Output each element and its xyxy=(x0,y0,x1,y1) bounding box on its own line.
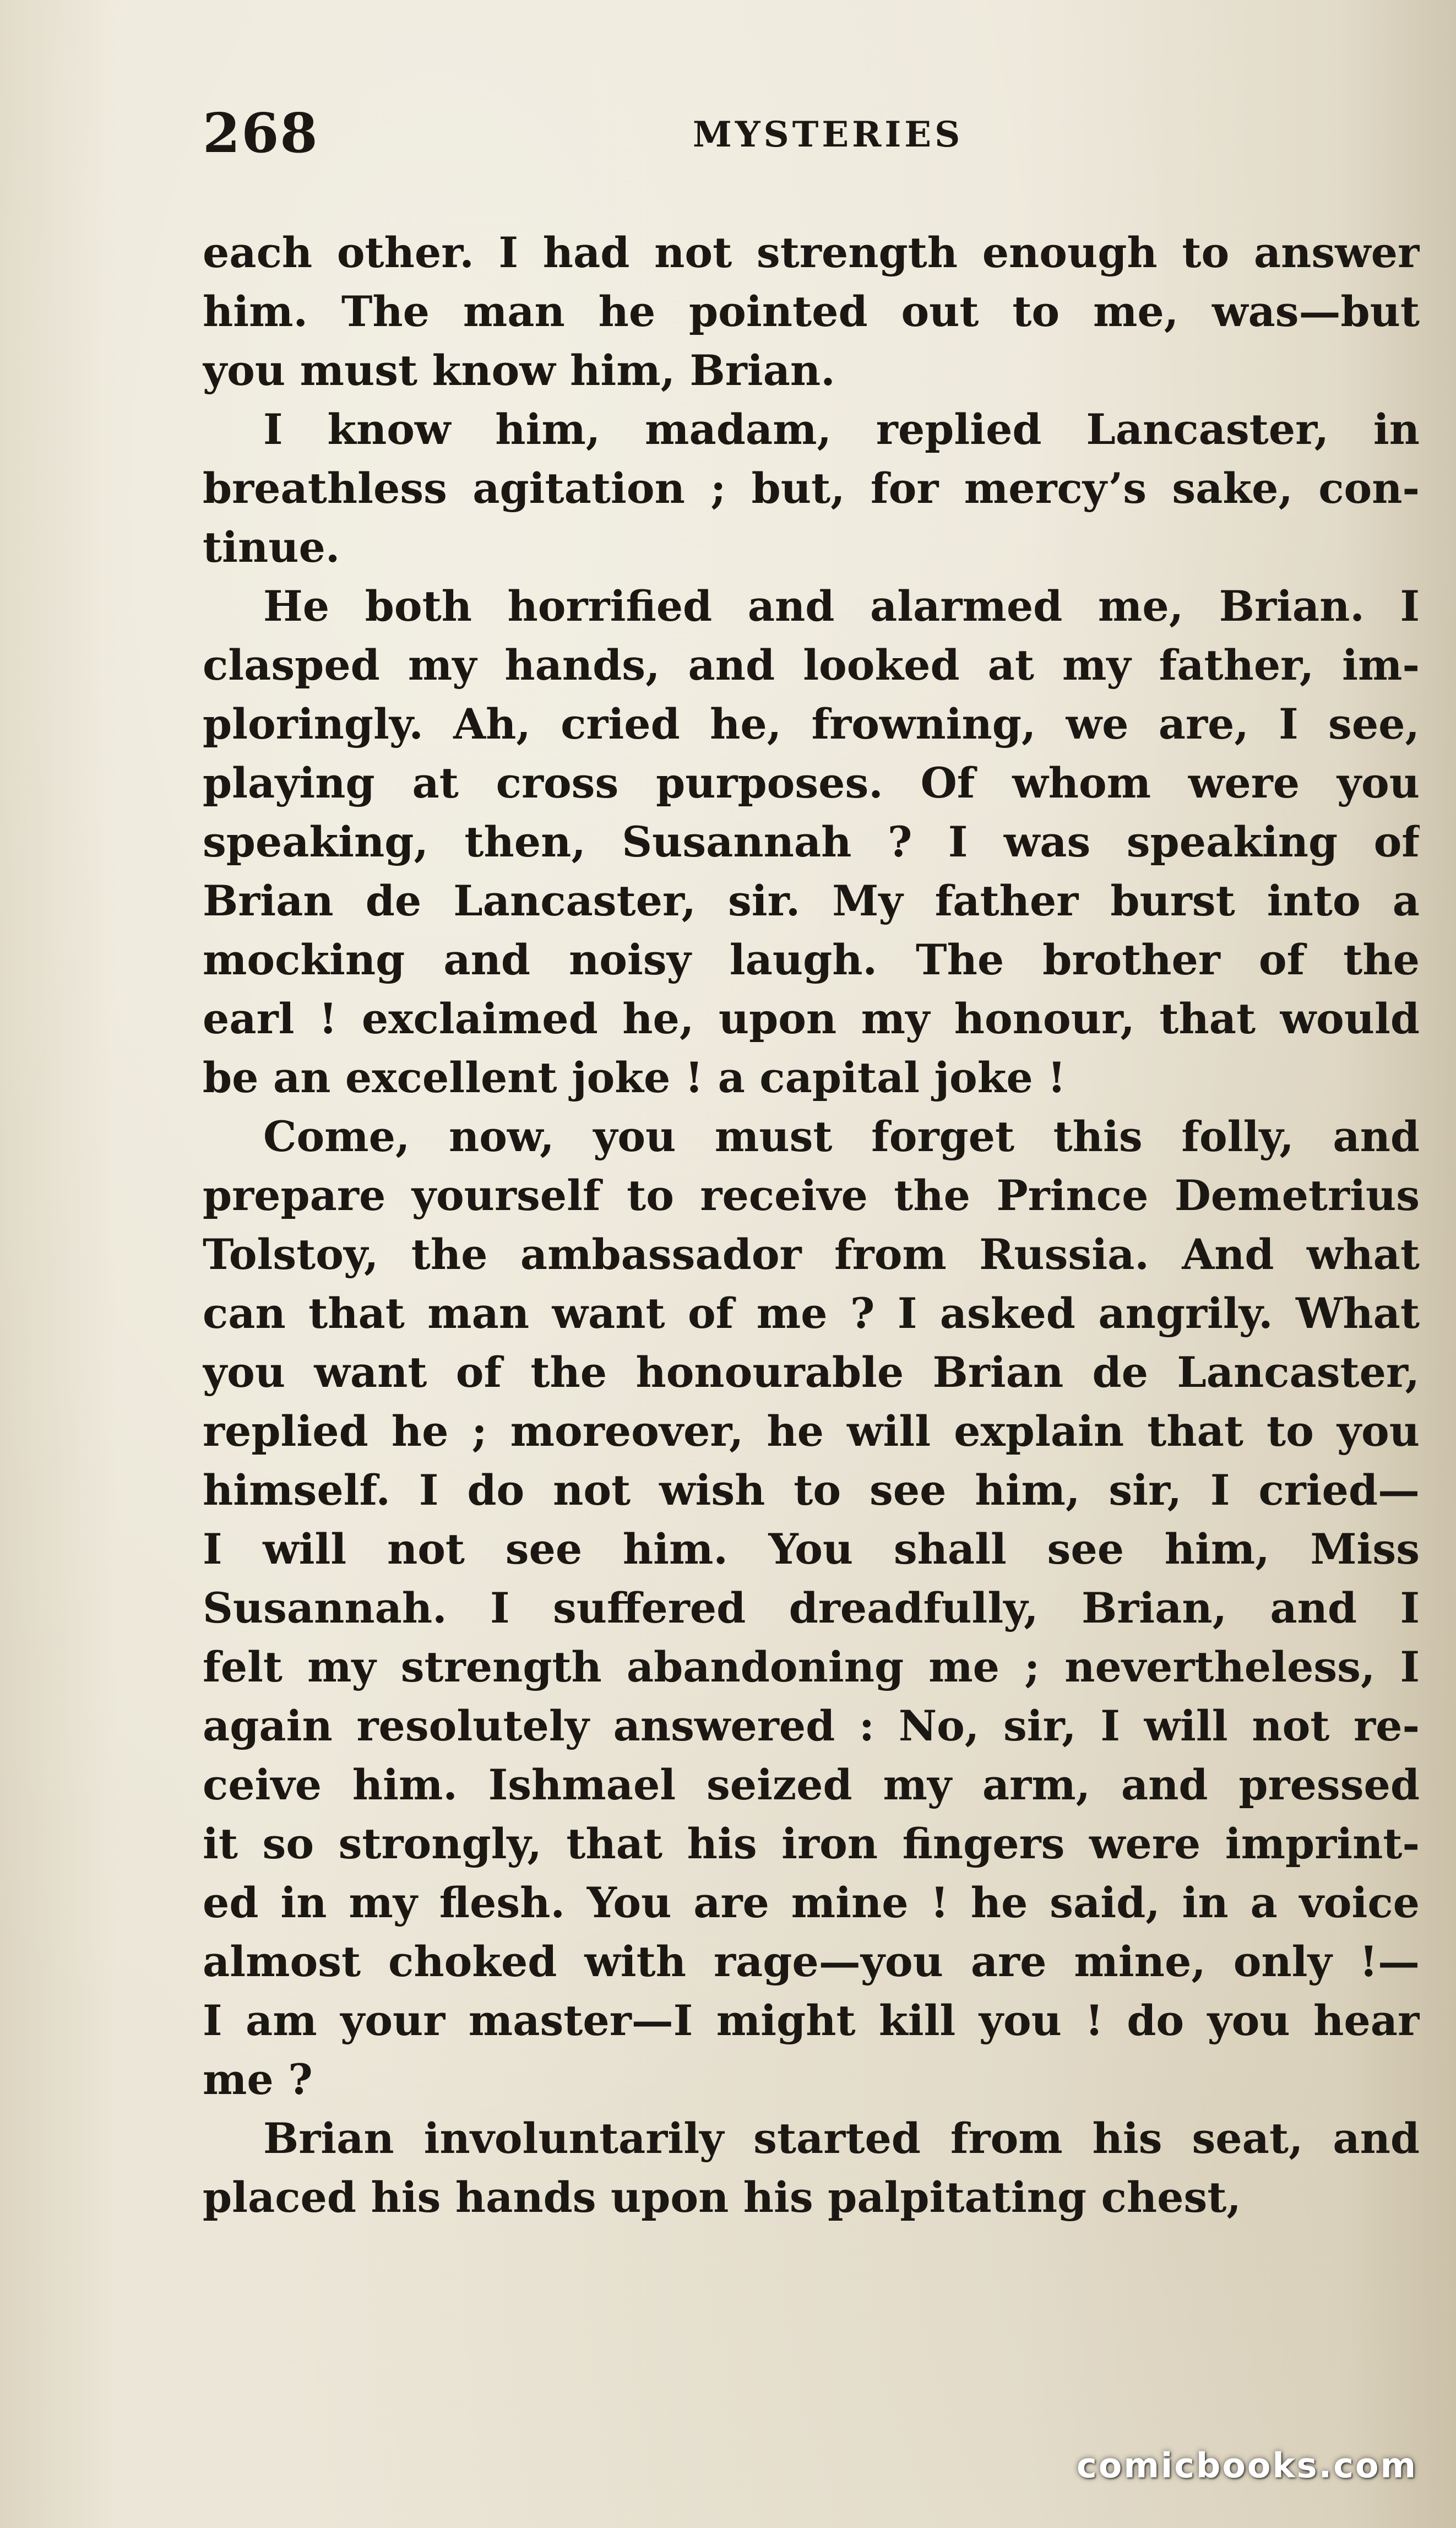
text-line: I will not see him. You shall see him, Miss xyxy=(203,1525,1420,1574)
body-text xyxy=(203,223,1420,2227)
text-line: himself. I do not wish to see him, sir, I cried— xyxy=(203,1466,1420,1515)
text-line: ceive him. Ishmael seized my arm, and pressed xyxy=(203,1760,1420,1809)
watermark: comicbooks.com xyxy=(1077,2445,1418,2486)
text-line: He both horrified and alarmed me, Brian. I xyxy=(263,582,1420,631)
text-line: I know him, madam, replied Lancaster, in xyxy=(263,405,1420,454)
text-line: placed his hands upon his palpitating chest, xyxy=(203,2173,1241,2222)
text-line: Brian involuntarily started from his seat, and xyxy=(263,2114,1420,2163)
text-line: it so strongly, that his iron fingers were imprint- xyxy=(203,1819,1420,1868)
text-line: Brian de Lancaster, sir. My father burst into a xyxy=(203,876,1420,925)
text-line: felt my strength abandoning me ; nevertheless, I xyxy=(203,1642,1420,1691)
running-head: MYSTERIES xyxy=(693,114,964,155)
text-line: playing at cross purposes. Of whom were you xyxy=(203,758,1420,807)
text-line: each other. I had not strength enough to answer xyxy=(203,228,1420,277)
text-line: speaking, then, Susannah ? I was speaking of xyxy=(203,817,1420,866)
text-line: almost choked with rage—you are mine, only !— xyxy=(203,1937,1420,1986)
page-number: 268 xyxy=(203,102,319,165)
text-line: clasped my hands, and looked at my father, im- xyxy=(203,641,1420,690)
text-line: you want of the honourable Brian de Lancaster, xyxy=(203,1348,1420,1397)
text-line: ploringly. Ah, cried he, frowning, we are, I see, xyxy=(203,699,1420,748)
text-line: mocking and noisy laugh. The brother of the xyxy=(203,935,1420,984)
text-line: be an excellent joke ! a capital joke ! xyxy=(203,1053,1066,1102)
text-line: you must know him, Brian. xyxy=(203,346,835,395)
text-line: Susannah. I suffered dreadfully, Brian, and I xyxy=(203,1583,1420,1632)
text-line: prepare yourself to receive the Prince Demetrius xyxy=(203,1171,1420,1220)
text-line: earl ! exclaimed he, upon my honour, that would xyxy=(203,994,1420,1043)
text-line: replied he ; moreover, he will explain that to you xyxy=(203,1407,1420,1456)
text-line: ed in my flesh. You are mine ! he said, in a voice xyxy=(203,1878,1420,1927)
text-line: can that man want of me ? I asked angrily. What xyxy=(203,1289,1420,1338)
text-line: breathless agitation ; but, for mercy’s sake, con- xyxy=(203,464,1420,513)
page-header xyxy=(203,102,1420,165)
text-line: Come, now, you must forget this folly, and xyxy=(263,1112,1420,1161)
text-line: Tolstoy, the ambassador from Russia. And what xyxy=(203,1230,1420,1279)
text-line: I am your master—I might kill you ! do you hear xyxy=(203,1996,1420,2045)
text-line: again resolutely answered : No, sir, I will not re- xyxy=(203,1701,1420,1750)
text-line: me ? xyxy=(203,2055,313,2104)
text-line: tinue. xyxy=(203,523,340,572)
text-line: him. The man he pointed out to me, was—but xyxy=(203,287,1420,336)
